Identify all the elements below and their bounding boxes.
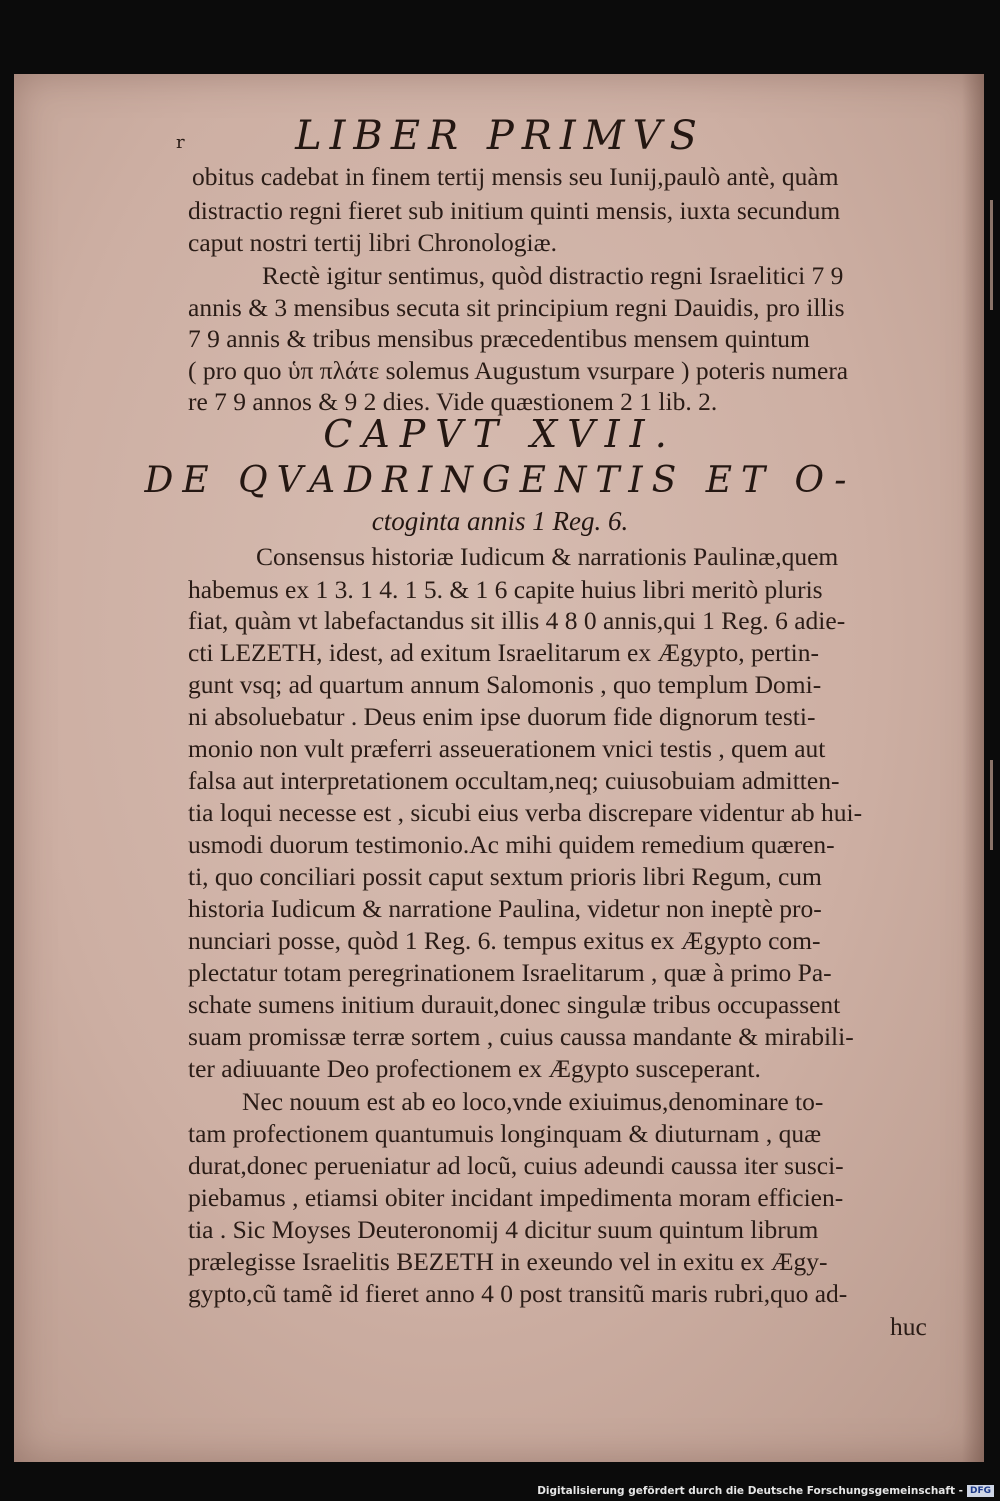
text-line: nunciari posse, quòd 1 Reg. 6. tempus exitus ex Ægypto com- [188, 926, 821, 955]
text-line: 7 9 annis & tribus mensibus præcedentibus mensem quintum [188, 324, 810, 353]
text-line: habemus ex 1 3. 1 4. 1 5. & 1 6 capite huius libri meritò pluris [188, 575, 823, 604]
dfg-logo: DFG [967, 1485, 994, 1497]
text-line: historia Iudicum & narratione Paulina, videtur non ineptè pro- [188, 894, 822, 923]
text-line: ter adiuuante Deo profectionem ex Ægypto susceperant. [188, 1054, 761, 1083]
text-line: durat,donec perueniatur ad locũ, cuius adeundi caussa iter susci- [188, 1151, 844, 1180]
text-line: Nec nouum est ab eo loco,vnde exiuimus,denominare to- [242, 1087, 824, 1116]
text-line: gypto,cũ tamẽ id fieret anno 4 0 post transitũ maris rubri,quo ad- [188, 1279, 848, 1308]
chapter-subtitle: ctoginta annis 1 Reg. 6. [371, 506, 629, 536]
text-line: obitus cadebat in finem tertij mensis seu Iunij,paulò antè, quàm [192, 162, 839, 191]
text-line: cti LEZETH, idest, ad exitum Israelitarum ex Ægypto, pertin- [188, 638, 819, 667]
text-line: Rectè igitur sentimus, quòd distractio regni Israelitici 7 9 [262, 261, 844, 290]
text-line: ( pro quo ὑπ πλάτε solemus Augustum vsurpare ) poteris numera [188, 356, 849, 385]
text-line: schate sumens initium durauit,donec singulæ tribus occupassent [188, 990, 841, 1019]
text-line: fiat, quàm vt labefactandus sit illis 4 8 0 annis,qui 1 Reg. 6 adie- [188, 606, 846, 635]
text-line: piebamus , etiamsi obiter incidant impedimenta moram efficien- [188, 1183, 844, 1212]
text-line: monio non vult præferri asseuerationem vnici testis , quem aut [188, 734, 826, 763]
scan-edge-mark [990, 200, 993, 310]
running-head: LIBER PRIMVS [295, 113, 705, 159]
text-line: ti, quo conciliari possit caput sextum prioris libri Regum, cum [188, 862, 822, 891]
text-line: tam profectionem quantumuis longinquam & diuturnam , quæ [188, 1119, 822, 1148]
text-line: distractio regni fieret sub initium quinti mensis, iuxta secundum [188, 196, 841, 225]
text-line: gunt vsq; ad quartum annum Salomonis , quo templum Domi- [188, 670, 822, 699]
margin-mark: r [176, 132, 185, 153]
chapter-heading: DE QVADRINGENTIS ET O- [144, 460, 856, 501]
page-edge-shadow [962, 74, 984, 1462]
chapter-title: CAPVT XVII. [323, 412, 677, 456]
text-line: usmodi duorum testimonio.Ac mihi quidem remedium quæren- [188, 830, 835, 859]
credit-text: Digitalisierung gefördert durch die Deutsche Forschungsgemeinschaft - [537, 1485, 963, 1497]
text-line: tia . Sic Moyses Deuteronomij 4 dicitur suum quintum librum [188, 1215, 819, 1244]
text-line: falsa aut interpretationem occultam,neq; cuiusobuiam admitten- [188, 766, 840, 795]
text-line: tia loqui necesse est , sicubi eius verba discrepare videntur ab hui- [188, 798, 863, 827]
text-line: suam promissæ terræ sortem , cuius caussa mandante & mirabili- [188, 1022, 854, 1051]
text-line: Consensus historiæ Iudicum & narrationis Paulinæ,quem [256, 542, 839, 571]
catchword: huc [890, 1312, 927, 1341]
text-line: re 7 9 annos & 9 2 dies. Vide quæstionem 2 1 lib. 2. [188, 387, 718, 416]
digitization-credit [537, 1485, 994, 1497]
scan-edge-mark [990, 760, 993, 850]
text-line: caput nostri tertij libri Chronologiæ. [188, 228, 558, 257]
text-line: plectatur totam peregrinationem Israelitarum , quæ à primo Pa- [188, 958, 832, 987]
text-line: prælegisse Israelitis BEZETH in exeundo vel in exitu ex Ægy- [188, 1247, 828, 1276]
text-line: annis & 3 mensibus secuta sit principium regni Dauidis, pro illis [188, 293, 845, 322]
text-line: ni absoluebatur . Deus enim ipse duorum fide dignorum testi- [188, 702, 816, 731]
